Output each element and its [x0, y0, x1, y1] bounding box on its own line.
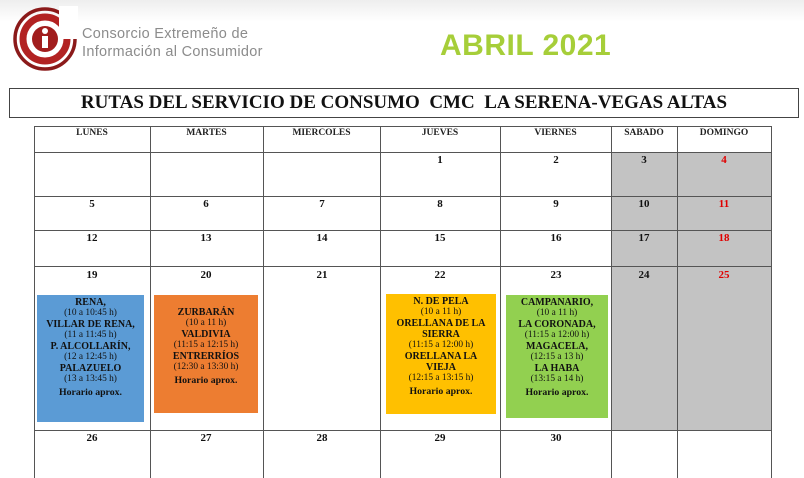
- day-number: 13: [200, 232, 212, 244]
- route-town: RENA,: [75, 297, 106, 308]
- day-number-holiday: 4: [721, 154, 727, 166]
- page-title: RUTAS DEL SERVICIO DE CONSUMO CMC LA SERENA-VEGAS ALTAS: [9, 88, 799, 118]
- route-box-thursday: [386, 294, 496, 414]
- day-number: 23: [550, 269, 562, 281]
- grid-line: [34, 430, 772, 431]
- day-number: 17: [638, 232, 650, 244]
- route-schedule: (10 a 11 h): [420, 307, 462, 317]
- weekday-wednesday: MIERCOLES: [292, 128, 351, 138]
- grid-line: [677, 126, 678, 478]
- route-schedule: (12:30 a 13:30 h): [173, 362, 239, 372]
- day-number-holiday: 18: [718, 232, 730, 244]
- day-number: 15: [434, 232, 446, 244]
- month-title: ABRIL 2021: [440, 29, 612, 62]
- grid-line: [500, 126, 501, 478]
- day-number: 20: [200, 269, 212, 281]
- grid-line: [380, 126, 381, 478]
- route-town: ENTRERRÍOS: [172, 351, 240, 362]
- day-number: 24: [638, 269, 650, 281]
- grid-line: [34, 126, 35, 478]
- route-town: N. DE PELA: [413, 296, 469, 307]
- route-schedule: (11:15 a 12:00 h): [408, 340, 474, 350]
- weekday-friday: VIERNES: [534, 128, 577, 138]
- route-town: LA HABA: [534, 363, 580, 374]
- day-number: 8: [437, 198, 443, 210]
- route-note: Horario aprox.: [59, 387, 122, 398]
- day-number: 29: [434, 432, 446, 444]
- grid-line: [611, 126, 612, 478]
- day-number-holiday: 11: [718, 198, 730, 210]
- day-number: 7: [319, 198, 325, 210]
- day-number: 19: [86, 269, 98, 281]
- route-town: ZURBARÁN: [177, 307, 235, 318]
- grid-line: [771, 126, 772, 478]
- org-line-1: Consorcio Extremeño de: [82, 26, 249, 42]
- day-number: 27: [200, 432, 212, 444]
- grid-line: [34, 152, 772, 153]
- weekday-sunday: DOMINGO: [699, 128, 749, 138]
- route-note: Horario aprox.: [525, 387, 589, 398]
- route-box-friday: [506, 295, 608, 418]
- calendar-grid: [34, 126, 772, 478]
- route-town: VILLAR DE RENA,: [46, 319, 135, 330]
- day-number: 26: [86, 432, 98, 444]
- route-schedule: (10 a 11 h): [185, 318, 227, 328]
- grid-line: [150, 126, 151, 478]
- route-note: Horario aprox.: [409, 386, 473, 397]
- weekend-shading: [611, 152, 772, 430]
- route-schedule: (10 a 10:45 h): [64, 308, 117, 318]
- route-town: PALAZUELO: [59, 363, 122, 374]
- route-schedule: (12:15 a 13:15 h): [408, 373, 474, 383]
- route-schedule: (13:15 a 14 h): [530, 374, 584, 384]
- top-shading: [0, 0, 804, 22]
- weekday-tuesday: MARTES: [186, 128, 227, 138]
- day-number: 1: [437, 154, 443, 166]
- grid-line: [34, 196, 772, 197]
- organization-name: [82, 25, 263, 61]
- day-number: 10: [638, 198, 650, 210]
- day-number: 9: [553, 198, 559, 210]
- cexci-logo: [12, 6, 78, 72]
- route-note: Horario aprox.: [174, 375, 238, 386]
- route-town: CAMPANARIO,: [520, 297, 594, 308]
- day-number: 28: [316, 432, 328, 444]
- grid-line: [34, 230, 772, 231]
- day-number-holiday: 25: [718, 269, 730, 281]
- day-number: 22: [434, 269, 446, 281]
- day-number: 16: [550, 232, 562, 244]
- route-schedule: (11 a 11:45 h): [64, 330, 117, 340]
- route-schedule: (12:15 a 13 h): [530, 352, 584, 362]
- route-schedule: (10 a 11 h): [536, 308, 578, 318]
- grid-line: [34, 266, 772, 267]
- day-number: 6: [203, 198, 209, 210]
- route-box-monday: [37, 295, 144, 422]
- weekday-thursday: JUEVES: [421, 128, 459, 138]
- day-number: 5: [89, 198, 95, 210]
- org-line-2: Información al Consumidor: [82, 44, 263, 60]
- route-town: ORELLANA DE LA: [396, 318, 486, 329]
- route-town: LA CORONADA,: [518, 319, 596, 330]
- day-number: 14: [316, 232, 328, 244]
- day-number: 3: [641, 154, 647, 166]
- route-town: VIEJA: [425, 362, 456, 373]
- weekday-saturday: SABADO: [624, 128, 664, 138]
- route-town: VALDIVIA: [181, 329, 231, 340]
- grid-line: [263, 126, 264, 478]
- route-schedule: (13 a 13:45 h): [64, 374, 117, 384]
- route-schedule: (11:15 a 12:00 h): [524, 330, 590, 340]
- day-number: 12: [86, 232, 98, 244]
- route-town: P. ALCOLLARÍN,: [50, 341, 131, 352]
- day-number: 21: [316, 269, 328, 281]
- weekday-monday: LUNES: [76, 128, 108, 138]
- day-number: 2: [553, 154, 559, 166]
- route-box-tuesday: [154, 295, 258, 413]
- route-town: MAGACELA,: [526, 341, 588, 352]
- route-town: ORELLANA LA: [404, 351, 478, 362]
- day-number: 30: [550, 432, 562, 444]
- route-schedule: (11:15 a 12:15 h): [173, 340, 239, 350]
- route-town: SIERRA: [422, 329, 460, 340]
- route-schedule: (12 a 12:45 h): [64, 352, 117, 362]
